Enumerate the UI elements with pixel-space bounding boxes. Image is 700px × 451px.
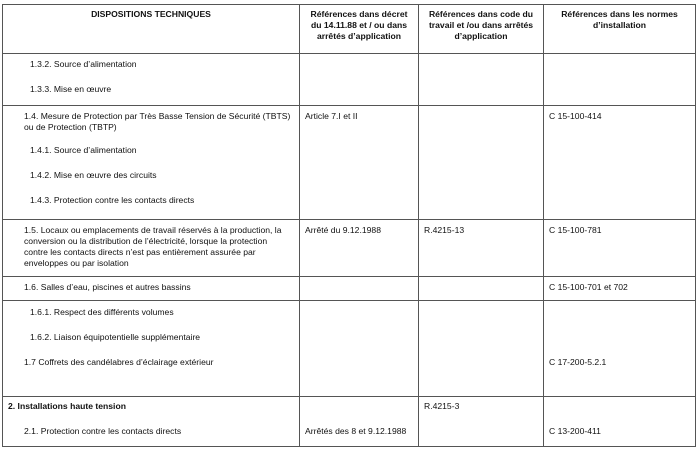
table-row — [3, 301, 696, 397]
cell-decret — [300, 54, 419, 106]
cell-code: R.4215-3 — [419, 397, 544, 447]
item-label: 1.6.1. Respect des différents volumes — [30, 307, 174, 317]
cell-normes — [544, 54, 696, 106]
cell-code — [419, 277, 544, 301]
table-row — [3, 106, 696, 220]
cell-disposition — [3, 397, 300, 447]
table-row — [3, 220, 696, 277]
table-row — [3, 54, 696, 106]
item-label: 1.3.3. Mise en œuvre — [30, 84, 112, 94]
item-label: 1.4. Mesure de Protection par Très Basse Tension de Sécurité (TBTS) ou de Protection (TBTP) — [24, 111, 291, 132]
cell-disposition — [3, 106, 300, 220]
cell-code — [419, 54, 544, 106]
cell-normes: C 13-200-411 — [544, 397, 696, 447]
item-label: 2.1. Protection contre les contacts directs — [24, 426, 182, 436]
header-row — [3, 5, 696, 54]
cell-decret — [300, 301, 419, 397]
cell-decret: Arrêtés des 8 et 9.12.1988 — [300, 397, 419, 447]
cell-disposition — [3, 277, 300, 301]
header-dispositions: DISPOSITIONS TECHNIQUES — [3, 5, 300, 54]
table-row — [3, 277, 696, 301]
cell-normes: C 15-100-781 — [544, 220, 696, 277]
item-label: 1.5. Locaux ou emplacements de travail réservés à la production, la conversion ou la distribution de l’électricité, lorsque la protection contre les contacts directs n’est pas entièrement assurée par enveloppes ou par isolation — [24, 225, 282, 268]
cell-decret: Article 7.I et II — [300, 106, 419, 220]
cell-normes: C 17-200-5.2.1 — [544, 301, 696, 397]
cell-code: R.4215-13 — [419, 220, 544, 277]
header-decret: Références dans décret du 14.11.88 et / ou dans arrêtés d’application — [300, 5, 419, 54]
cell-code — [419, 301, 544, 397]
cell-decret — [300, 277, 419, 301]
technical-dispositions-table — [2, 4, 696, 447]
cell-disposition — [3, 301, 300, 397]
item-label: 1.4.3. Protection contre les contacts directs — [30, 195, 195, 205]
item-label: 1.6. Salles d’eau, piscines et autres bassins — [24, 282, 191, 292]
cell-code — [419, 106, 544, 220]
cell-normes: C 15-100-701 et 702 — [544, 277, 696, 301]
header-normes: Références dans les normes d’installation — [544, 5, 696, 54]
item-label: 1.3.2. Source d’alimentation — [30, 59, 137, 69]
item-label: 1.4.1. Source d’alimentation — [30, 145, 137, 155]
cell-disposition — [3, 54, 300, 106]
table-row — [3, 397, 696, 447]
item-label: 1.7 Coffrets des candélabres d’éclairage extérieur — [24, 357, 214, 367]
cell-normes: C 15-100-414 — [544, 106, 696, 220]
item-label: 1.4.2. Mise en œuvre des circuits — [30, 170, 157, 180]
cell-disposition — [3, 220, 300, 277]
section-title: 2. Installations haute tension — [8, 401, 126, 411]
cell-decret: Arrêté du 9.12.1988 — [300, 220, 419, 277]
header-code-travail: Références dans code du travail et /ou dans arrêtés d’application — [419, 5, 544, 54]
item-label: 1.6.2. Liaison équipotentielle supplémentaire — [30, 332, 201, 342]
